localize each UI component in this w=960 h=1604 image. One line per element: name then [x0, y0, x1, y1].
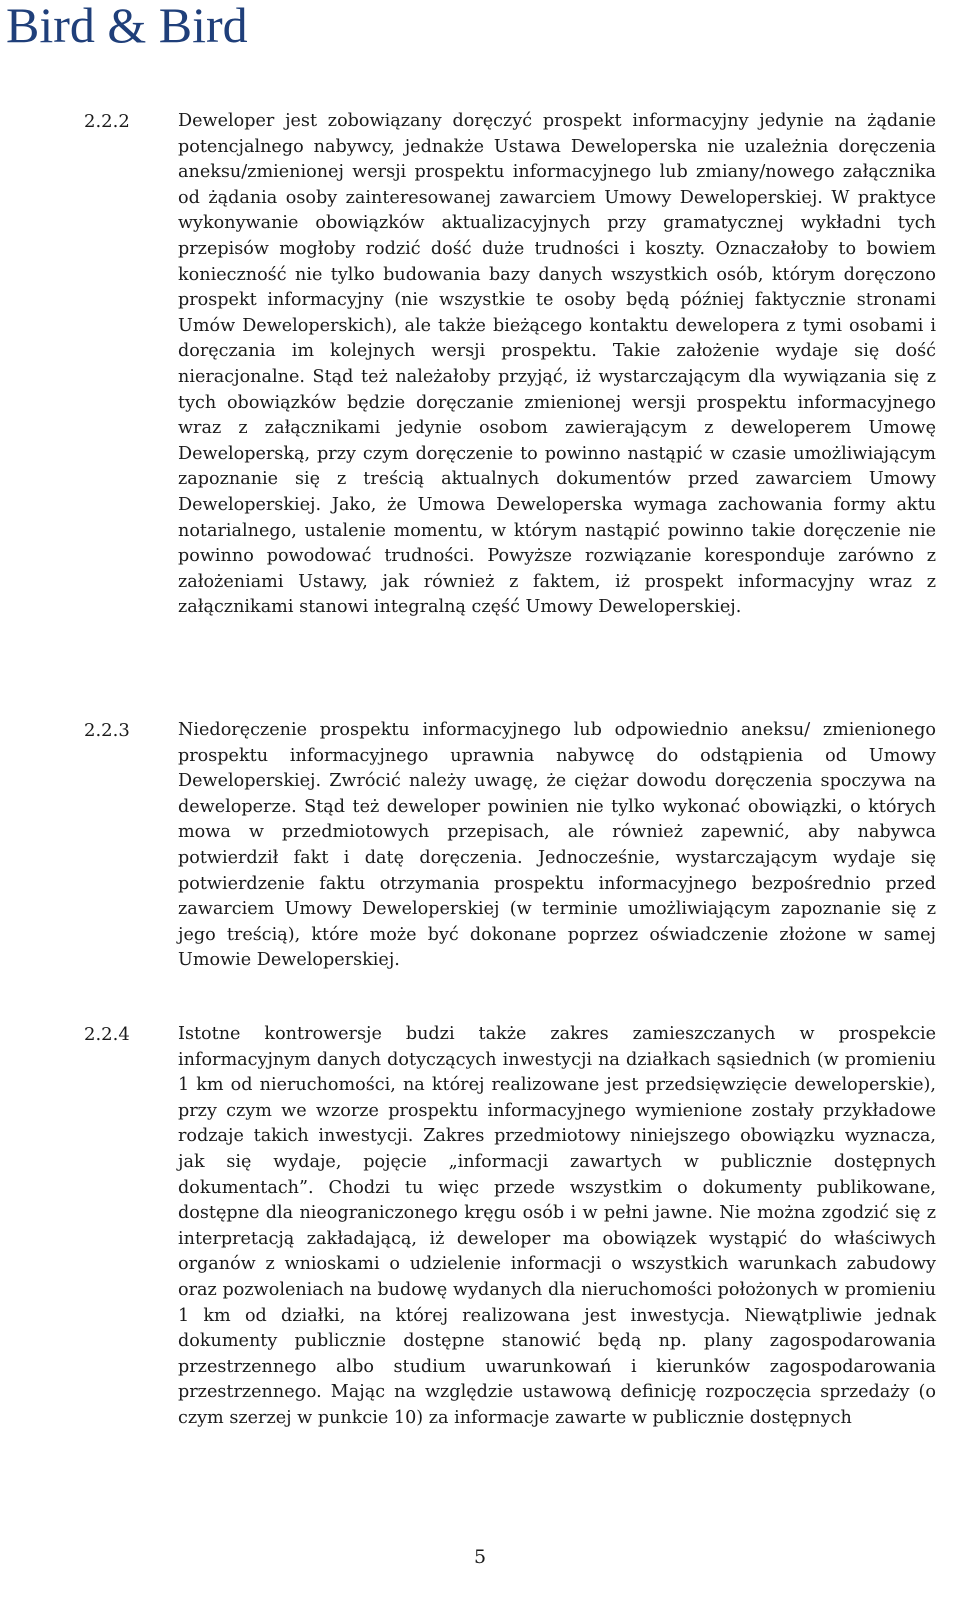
section-paragraph: Niedoręczenie prospektu informacyjnego lub odpowiednio aneksu/ zmienionego prospektu informacyjnego uprawnia nabywcę do odstąpienia od Umowy Deweloperskiej. Zwrócić należy uwagę, że ciężar dowodu doręczenia spoczywa na deweloperze. Stąd też deweloper powinien nie tylko wykonać obowiązki, o których mowa w przedmiotowych przepisach, ale również zapewnić, aby nabywca potwierdził fakt i datę doręczenia. Jednocześnie, wystarczającym wydaje się potwierdzenie faktu otrzymania prospektu informacyjnego bezpośrednio przed zawarciem Umowy Deweloperskiej (w terminie umożliwiającym zapoznanie się z jego treścią), które może być dokonane poprzez oświadczenie złożone w samej Umowie Deweloperskiej. [178, 720, 936, 971]
section-number: 2.2.3 [84, 720, 130, 741]
section-number: 2.2.4 [84, 1024, 130, 1045]
page-number: 5 [473, 1546, 487, 1568]
section-paragraph: Istotne kontrowersje budzi także zakres zamieszczanych w prospekcie informacyjnym danych dotyczących inwestycji na działkach sąsiednich (w promieniu 1 km od nieruchomości, na której realizowane jest przedsięwzięcie deweloperskie), przy czym we wzorze prospektu informacyjnego wymienione zostały przykładowe rodzaje takich inwestycji. Zakres przedmiotowy niniejszego obowiązku wyznacza, jak się wydaje, pojęcie „informacji zawartych w publicznie dostępnych dokumentach”. Chodzi tu więc przede wszystkim o dokumenty publikowane, dostępne dla nieograniczonego kręgu osób i w pełni jawne. Nie można zgodzić się z interpretacją zakładającą, iż deweloper ma obowiązek wystąpić do właściwych organów z wnioskami o udzielenie informacji o wszystkich warunkach zabudowy oraz pozwoleniach na budowę wydanych dla nieruchomości położonych w promieniu 1 km od działki, na której realizowana jest inwestycja. Niewątpliwie jednak dokumenty publicznie dostępne stanowić będą np. plany zagospodarowania przestrzennego albo studium uwarunkowań i kierunków zagospodarowania przestrzennego. Mając na względzie ustawową definicję rozpoczęcia sprzedaży (o czym szerzej w punkcie 10) za informacje zawarte w publicznie dostępnych [178, 1024, 936, 1428]
bird-and-bird-logo [6, 0, 256, 52]
svg-text:Bird & Bird: Bird & Bird [6, 0, 248, 52]
section-paragraph: Deweloper jest zobowiązany doręczyć prospekt informacyjny jedynie na żądanie potencjalnego nabywcy, jednakże Ustawa Deweloperska nie uzależnia doręczenia aneksu/zmienionej wersji prospektu informacyjnego lub zmiany/nowego załącznika od żądania osoby zainteresowanej zawarciem Umowy Deweloperskiej. W praktyce wykonywanie obowiązków aktualizacyjnych przy gramatycznej wykładni tych przepisów mogłoby rodzić dość duże trudności i koszty. Oznaczałoby to bowiem konieczność nie tylko budowania bazy danych wszystkich osób, którym doręczono prospekt informacyjny (nie wszystkie te osoby będą później faktycznie stronami Umów Deweloperskich), ale także bieżącego kontaktu dewelopera z tymi osobami i doręczania im kolejnych wersji prospektu. Takie założenie wydaje się dość nieracjonalne. Stąd też należałoby przyjąć, iż wystarczającym dla wywiązania się z tych obowiązków będzie doręczanie zmienionej wersji prospektu informacyjnego wraz z załącznikami jedynie osobom zawierającym z deweloperem Umowę Deweloperską, przy czym doręczenie to powinno nastąpić w czasie umożliwiającym zapoznanie się z treścią aktualnych dokumentów przed zawarciem Umowy Deweloperskiej. Jako, że Umowa Deweloperska wymaga zachowania formy aktu notarialnego, ustalenie momentu, w którym nastąpić powinno takie doręczenie nie powinno powodować trudności. Powyższe rozwiązanie koresponduje zarówno z założeniami Ustawy, jak również z faktem, iż prospekt informacyjny wraz z załącznikami stanowi integralną część Umowy Deweloperskiej. [178, 111, 936, 618]
company-logo-icon [6, 0, 256, 52]
section-number: 2.2.2 [84, 111, 130, 132]
